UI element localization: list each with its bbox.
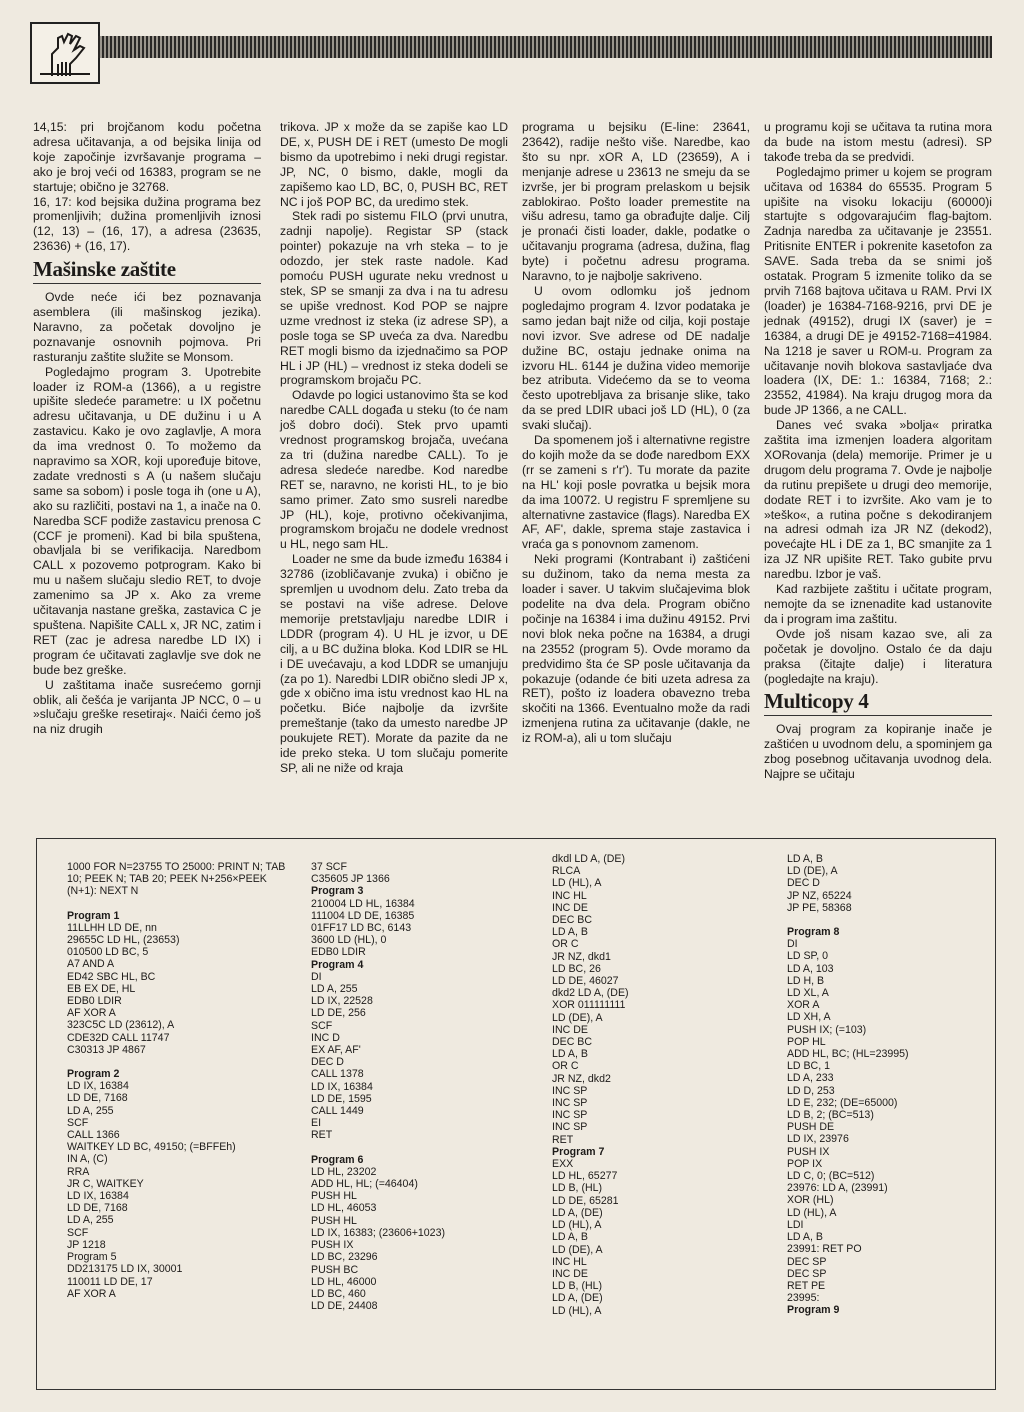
program-title: Program 1 <box>67 909 120 922</box>
code-line: 323C5C LD (23612), A <box>67 1019 175 1032</box>
code-line: CALL 1378 <box>311 1068 364 1081</box>
code-line: LD IX, 16384 <box>67 1080 129 1093</box>
code-line: EI <box>311 1117 322 1130</box>
code-line: LD DE, 24408 <box>311 1300 378 1313</box>
code-line: LD XH, A <box>787 1011 831 1024</box>
code-line: RLCA <box>552 865 581 878</box>
code-line: JR C, WAITKEY <box>67 1177 144 1190</box>
code-line: LD A, 255 <box>67 1214 114 1227</box>
code-line: LD DE, 1595 <box>311 1092 372 1105</box>
code-line: LD DE, 7168 <box>67 1092 128 1105</box>
code-line: DD213175 LD IX, 30001 <box>67 1263 183 1276</box>
code-line: DI <box>787 938 798 951</box>
code-line: LD A, B <box>787 853 823 865</box>
code-line: PUSH HL <box>311 1214 357 1227</box>
code-line: 110011 LD DE, 17 <box>67 1275 153 1288</box>
text-column-4 <box>764 120 992 782</box>
code-line: 23976: LD A, (23991) <box>787 1182 888 1195</box>
code-line: LD C, 0; (BC=512) <box>787 1170 875 1183</box>
code-line: PUSH HL <box>311 1190 357 1203</box>
code-line: INC HL <box>552 1255 587 1268</box>
code-line: ED42 SBC HL, BC <box>67 970 156 983</box>
code-line: LD B, 2; (BC=513) <box>787 1109 874 1122</box>
code-line: 23995: <box>787 1292 820 1305</box>
code-line: ADD HL, HL; (=46404) <box>311 1178 418 1191</box>
code-column-3 <box>552 853 772 1317</box>
code-line: ADD HL, BC; (HL=23995) <box>787 1048 909 1061</box>
code-line: IN A, (C) <box>67 1153 108 1166</box>
code-line: RET <box>311 1129 333 1142</box>
code-line: DEC SP <box>787 1267 827 1280</box>
code-line: LD A, 103 <box>787 962 834 975</box>
program-title: Program 8 <box>787 926 840 939</box>
code-line: LD (HL), A <box>552 1219 602 1232</box>
paragraph: Ovde neće ići bez poznavanja asemblera (ili mašinskog jezika). Naravno, za početak dovoljno je poznavanje osnovnih pojmova. Pri rasturanju zaštite služite se Monsom. <box>33 290 261 364</box>
code-line: 3600 LD (HL), 0 <box>311 934 387 947</box>
paragraph: U ovom odlomku još jednom pogledajmo program 4. Izvor podataka je samo jedan bajt niže od cilja, koji postaje novi izvor. Sve adrese od DE nadalje dužine BC, ostaju jednake onima na izvoru HL. 6144 je dužina video memorije bez atributa. Videćemo da se to veoma često upotrebljava za brisanje slike, tako da se pred LDIR ubaci još LD (HL), 0 (za svaki slučaj). <box>522 283 750 433</box>
code-line: JP NZ, 65224 <box>787 889 852 902</box>
paragraph: Ovaj program za kopiranje inače je zaštićen u uvodnom delu, a spominjem ga zbog posebnog učitavanja uvodnog dela. Najpre se učitaju <box>764 722 992 782</box>
code-line: CALL 1366 <box>67 1129 120 1142</box>
code-line: DEC BC <box>552 1036 593 1049</box>
code-line: A7 AND A <box>67 958 115 971</box>
code-line: LD A, B <box>552 926 588 939</box>
program-title: Program 2 <box>67 1068 120 1081</box>
code-line: RRA <box>67 1165 90 1178</box>
code-line: LD (HL), A <box>787 1206 837 1219</box>
page-header <box>30 22 992 84</box>
paragraph: u programu koji se učitava ta rutina mora da bude na istom mestu (adresi). SP takođe treba da se predvidi. <box>764 120 992 164</box>
code-line: LD HL, 23202 <box>311 1165 377 1178</box>
code-line: DEC D <box>787 877 820 890</box>
code-line: AF XOR A <box>67 1007 116 1020</box>
code-line: AF XOR A <box>67 1287 116 1300</box>
code-line: CDE32D CALL 11747 <box>67 1031 170 1044</box>
code-line: LD H, B <box>787 974 825 987</box>
code-line: 1000 FOR N=23755 TO 25000: PRINT N; TAB 10; PEEK N; TAB 20; PEEK N+256×PEEK (N+1): NEXT N <box>67 861 289 898</box>
code-line: INC HL <box>552 889 587 902</box>
code-line: LD IX, 22528 <box>311 995 373 1008</box>
code-line: LD IX, 16384 <box>67 1190 129 1203</box>
code-line: 29655C LD HL, (23653) <box>67 934 180 947</box>
code-line: POP IX <box>787 1157 823 1170</box>
code-line: DI <box>311 970 322 983</box>
code-line: 37 SCF <box>311 861 347 873</box>
code-line: INC D <box>311 1031 340 1044</box>
code-line: RET PE <box>787 1279 826 1292</box>
code-line: EDB0 LDIR <box>67 995 122 1008</box>
paragraph: Neki programi (Kontrabant i) zaštićeni su dužinom, tako da nema mesta za loader i saver. U takvim slučajevima blok podelite na dva dela. Program obično počinje na 16384 i ima dužinu 49152. Prvi novi blok neka počne na 16384, a drugi na 23552 (program 5). Ovde moramo da predvidimo šta će SP posle učitavanja da pokazuje (odande će biti uzeta adresa za RET), pošto iz loadera obavezno treba skočiti na 1366. Eventualno može da radi izmenjena rutina za učitavanje (dakle, ne iz ROM-a), ali u tom slučaju <box>522 552 750 746</box>
code-line: LD A, 255 <box>311 983 358 996</box>
code-line: INC DE <box>552 1023 588 1036</box>
code-line: LD (DE), A <box>552 1243 603 1256</box>
code-line: LD A, B <box>552 1231 588 1244</box>
paragraph: Danes već svaka »bolja« priratka zaštita ima izmenjen loadera algoritam XORovanja (dela) memorije. Primer je u drugom delu programa 7. Ovde je najbolje da rutinu prepišete u drugi deo memorije, dodate RET i to izvršite. Ako vam je to »teško«, a rutina počne s dekodiranjem na adresi odmah iza JR NZ (dekod2), povećajte HL i DE za 1, BC smanjite za 1 iza JZ NR upišite RET. Tako gubite prvu naredbu. Izbor je vaš. <box>764 418 992 582</box>
code-column-4 <box>787 853 1007 1317</box>
code-line: LD HL, 65277 <box>552 1170 618 1183</box>
code-line: LD BC, 23296 <box>311 1251 378 1264</box>
code-listing-box <box>36 838 996 1390</box>
code-line: JP PE, 58368 <box>787 901 852 914</box>
code-line: SCF <box>311 1019 333 1032</box>
paragraph: Loader ne sme da bude između 16384 i 32786 (izobličavanje zvuka) i obično je spremljen u uvodnom delu. Zato treba da se postavi na više adrese. Delove memorije pretstavljaju naredbe LDIR i LDDR (program 4). U HL je izvor, u DE cilj, a u BC dužina bloka. Kod LDIR se HL i DE uvećavaju, a kod LDDR se umanjuju (za po 1). Naredbi LDIR obično sledi JP x, gde x obično ima istu vrednost kao HL na početku. Biće najbolje da izvršite premeštanje (tako da umesto naredbe JP poukujete RET). Morate da pazite da ne ide preko steka. U tom slučaju pomerite SP, ali ne niže od kraja <box>280 552 508 775</box>
paragraph: Da spomenem još i alternativne registre do kojih može da se dođe naredbom EXX (rr se zameni s r'r'). Tu morate da pazite na HL' koji posle povratka u bejsik mora da ima 10072. U registru F spremljene su alternativne zastavice (flags). Naredba EX AF, AF', dakle, sprema staje zastavica i vraća ga s ponovnom zamenom. <box>522 433 750 552</box>
code-line: LD B, (HL) <box>552 1182 603 1195</box>
code-line: LD (DE), A <box>787 865 838 878</box>
code-line: LD A, 233 <box>787 1072 834 1085</box>
paragraph: Kad razbijete zaštitu i učitate program, nemojte da se iznenadite kad ustanovite da i program ima zaštitu. <box>764 582 992 626</box>
text-column-3 <box>522 120 750 746</box>
code-line: dkd2 LD A, (DE) <box>552 987 629 1000</box>
code-line: SCF <box>67 1116 89 1129</box>
code-line: INC SP <box>552 1109 588 1122</box>
paragraph: U zaštitama inače susrećemo gornji oblik, ali češća je varijanta JP NCC, 0 – u »slučaju greške resetiraj«. Naići ćemo još na niz drugih <box>33 677 261 737</box>
code-line: LD D, 253 <box>787 1084 835 1097</box>
hand-pointer-icon <box>32 24 98 82</box>
code-line: INC SP <box>552 1121 588 1134</box>
code-line: PUSH BC <box>311 1263 359 1276</box>
code-line: DEC SP <box>787 1255 827 1268</box>
code-line: LD B, (HL) <box>552 1280 603 1293</box>
code-line: SCF <box>67 1226 89 1239</box>
code-line: JR NZ, dkd2 <box>552 1072 611 1085</box>
section-heading: Mašinske zaštite <box>33 262 261 284</box>
program-title: Program 9 <box>787 1304 840 1317</box>
code-line: INC DE <box>552 1267 588 1280</box>
code-line: LD A, (DE) <box>552 1206 603 1219</box>
code-line: LD IX, 16384 <box>311 1080 373 1093</box>
code-column-2 <box>311 861 531 1312</box>
code-line: 010500 LD BC, 5 <box>67 946 149 959</box>
program-title: Program 7 <box>552 1145 605 1158</box>
code-line: DEC D <box>311 1056 344 1069</box>
code-line: JR NZ, dkd1 <box>552 950 611 963</box>
code-line: INC SP <box>552 1084 588 1097</box>
code-line: PUSH IX <box>311 1239 354 1252</box>
code-line: XOR 011111111 <box>552 999 626 1012</box>
program-title: Program 6 <box>311 1153 364 1166</box>
code-line: LD (HL), A <box>552 877 602 890</box>
code-line: 11LLHH LD DE, nn <box>67 921 157 934</box>
code-line: DEC BC <box>552 914 593 927</box>
paragraph: Ovde još nisam kazao sve, ali za početak je dovoljno. Ostalo će da daju praksa (čitajte dalje) i literatura (pogledajte na kraju). <box>764 626 992 686</box>
code-line: LD A, B <box>552 1048 588 1061</box>
text-column-2 <box>280 120 508 776</box>
code-line: WAITKEY LD BC, 49150; (=BFFEh) <box>67 1141 236 1154</box>
code-line: LD (DE), A <box>552 1011 603 1024</box>
code-column-1 <box>67 861 287 1300</box>
code-line: Program 5 <box>67 1251 117 1264</box>
paragraph: Pogledajmo program 3. Upotrebite loader iz ROM-a (1366), a u registre upišite sledeće parametre: u IX početnu adresu učitavanja, u DE dužinu i u A zastavicu. Kako je ovo zaglavlje, A mora da ima vrednost 0. To možemo da napravimo sa XOR, koji upoređuje bitove, zadate vrednosti s A (u našem slučaju same sa sobom) i posle toga ih (one u A), ako su različiti, postavi na 1, a inače na 0. Naredba SCF podiže zastavicu prenosa C (CCF je promeni). Kad bi bila spuštena, obavljala bi se verifikacija. Naredbom CALL x pozovemo potprogram. Kako bi mu u našem slučaju sledio RET, to dvoje zamenimo sa JP x. Ako za vreme učitavanja nastane greška, zastavica C je spuštena. Napišite CALL x, JR NC, zatim i RET (zac je adresa naredbe LD IX) i program će učitavati zaglavlje sve dok ne bude bez greške. <box>33 364 261 677</box>
code-line: JP 1218 <box>67 1238 106 1251</box>
code-line: LD HL, 46000 <box>311 1275 377 1288</box>
section-logo <box>30 22 100 84</box>
program-title: Program 3 <box>311 885 364 898</box>
code-line: XOR A <box>787 999 820 1012</box>
code-line: RET <box>552 1133 574 1146</box>
code-line: INC SP <box>552 1097 588 1110</box>
header-rule <box>98 36 992 58</box>
code-line: PUSH IX <box>787 1145 830 1158</box>
code-line: C35605 JP 1366 <box>311 873 390 886</box>
code-line: 111004 LD DE, 16385 <box>311 909 415 922</box>
code-line: LDI <box>787 1218 804 1231</box>
code-line: LD DE, 7168 <box>67 1202 128 1215</box>
code-line: LD DE, 46027 <box>552 975 619 988</box>
code-line: EX AF, AF' <box>311 1044 361 1057</box>
paragraph: 14,15: pri brojčanom kodu početna adresa učitavanja, a od bejsika linija od koje započinje izvršavanje programa – ako je broj veći od 16383, program se ne startuje; obično je 32768. <box>33 120 261 194</box>
code-line: XOR (HL) <box>787 1194 834 1207</box>
code-line: LD (HL), A <box>552 1304 602 1317</box>
code-line: LD BC, 1 <box>787 1060 830 1073</box>
code-line: 210004 LD HL, 16384 <box>311 897 415 910</box>
code-line: CALL 1449 <box>311 1105 364 1118</box>
code-line: LD XL, A <box>787 987 829 1000</box>
code-line: EB EX DE, HL <box>67 982 136 995</box>
code-line: LD IX, 23976 <box>787 1133 849 1146</box>
code-line: LD E, 232; (DE=65000) <box>787 1096 898 1109</box>
section-heading: Multicopy 4 <box>764 694 992 716</box>
code-line: OR C <box>552 938 579 951</box>
paragraph: trikova. JP x može da se zapiše kao LD DE, x, PUSH DE i RET (umesto De mogli bismo da upotrebimo i neki drugi registar. JP, NC, 0 bismo, dakle, mogli da zapišemo kao LD, BC, 0, PUSH BC, RET NC i još POP BC, da uredimo stek. <box>280 120 508 209</box>
code-line: LD A, 255 <box>67 1104 114 1117</box>
program-title: Program 4 <box>311 958 364 971</box>
code-line: LD DE, 256 <box>311 1007 366 1020</box>
code-line: POP HL <box>787 1035 826 1048</box>
code-line: LD HL, 46053 <box>311 1202 377 1215</box>
paragraph: 16, 17: kod bejsika dužina programa bez promenljivih; dužina promenljivih iznosi (12, 13) – (16, 17), a adresa (23635, 23636) + (16, 17). <box>33 194 261 254</box>
code-line: C30313 JP 4867 <box>67 1043 146 1056</box>
code-line: 01FF17 LD BC, 6143 <box>311 922 412 935</box>
code-line: EXX <box>552 1158 574 1171</box>
code-line: LD BC, 26 <box>552 962 601 975</box>
code-line: LD SP, 0 <box>787 950 829 963</box>
text-column-1 <box>33 120 261 737</box>
code-line: LD A, B <box>787 1231 823 1244</box>
code-line: PUSH IX; (=103) <box>787 1023 867 1036</box>
code-line: OR C <box>552 1060 579 1073</box>
code-line: LD BC, 460 <box>311 1287 366 1300</box>
code-line: 23991: RET PO <box>787 1243 862 1256</box>
code-line: PUSH DE <box>787 1121 835 1134</box>
code-line: LD DE, 65281 <box>552 1194 619 1207</box>
paragraph: Stek radi po sistemu FILO (prvi unutra, zadnji napolje). Registar SP (stack pointer) pokazuje na vrh steka – to je odozdo, jer stek raste nadole. Kad pomoću PUSH ugurate neku vrednost u stek, SP se smanji za dva i na tu adresu se upiše vrednost. Kod POP se najpre uzme vrednost iz steka (iz adrese SP), a posle toga se SP uveća za dva. Naredbu RET mogli bismo da izjednačimo sa POP HL i JP (HL) – vrednost iz steka dodeli se programskom brojaču PC. <box>280 209 508 388</box>
paragraph: programa u bejsiku (E-line: 23641, 23642), radije nešto više. Naredbe, kao što su npr. xOR A, LD (23659), A i menjanje adrese u 23613 ne smeju da se izvrše, jer bi program prelaskom u bejsik zablokirao. Pošto loader premestite na višu adresu, tamo ga obrađujte dalje. Cilj je pronaći čisti loader, dakle, podatke o učitavanju programa (adresa, dužina, flag byte) i početnu adresu programa. Naravno, to je najbolje sakriveno. <box>522 120 750 284</box>
code-line: INC DE <box>552 901 588 914</box>
code-line: LD A, (DE) <box>552 1292 603 1305</box>
code-line: dkdl LD A, (DE) <box>552 853 626 865</box>
code-line: EDB0 LDIR <box>311 946 366 959</box>
code-line: LD IX, 16383; (23606+1023) <box>311 1226 445 1239</box>
paragraph: Odavde po logici ustanovimo šta se kod naredbe CALL događa u steku (to će nam još dobro doći). Stek prvo upamti vrednost programskog brojača, uvećana za tri (dužina naredbe CALL). To je adresa sledeće naredbe. Kod naredbe RET se, naravno, ne koristi HL, to je bio samo primer. Zato smo susreli naredbe JP (HL), koje, protivno očekivanjima, programskom brojaču ne dodele vrednost u HL, nego sam HL. <box>280 388 508 552</box>
paragraph: Pogledajmo primer u kojem se program učitava od 16384 do 65535. Program 5 upišite na visoku lokaciju (60000)i startujte s odgovarajućim flag-bajtom. Zadnja naredba za učitavanje je 23551. Pritisnite ENTER i pokrenite kasetofon za SAVE. Sada treba da se snimi još ostatak. Program 5 izmenite toliko da se prvih 7168 bajtova učitava u RAM. Prvi IX (loader) je 16384-7168-9216, prvi DE je jednak (49152), drugi IX (saver) je = 16384, a drugi DE je 49152-7168=41984. Na 1218 je saver u ROM-u. Program za učitavanje novih blokova sastavljaće dva loadera (IX, DE: 1.: 16384, 7168; 2.: 23552, 41984). Na kraju drugog mora da bude JP 1366, a ne CALL. <box>764 164 992 418</box>
